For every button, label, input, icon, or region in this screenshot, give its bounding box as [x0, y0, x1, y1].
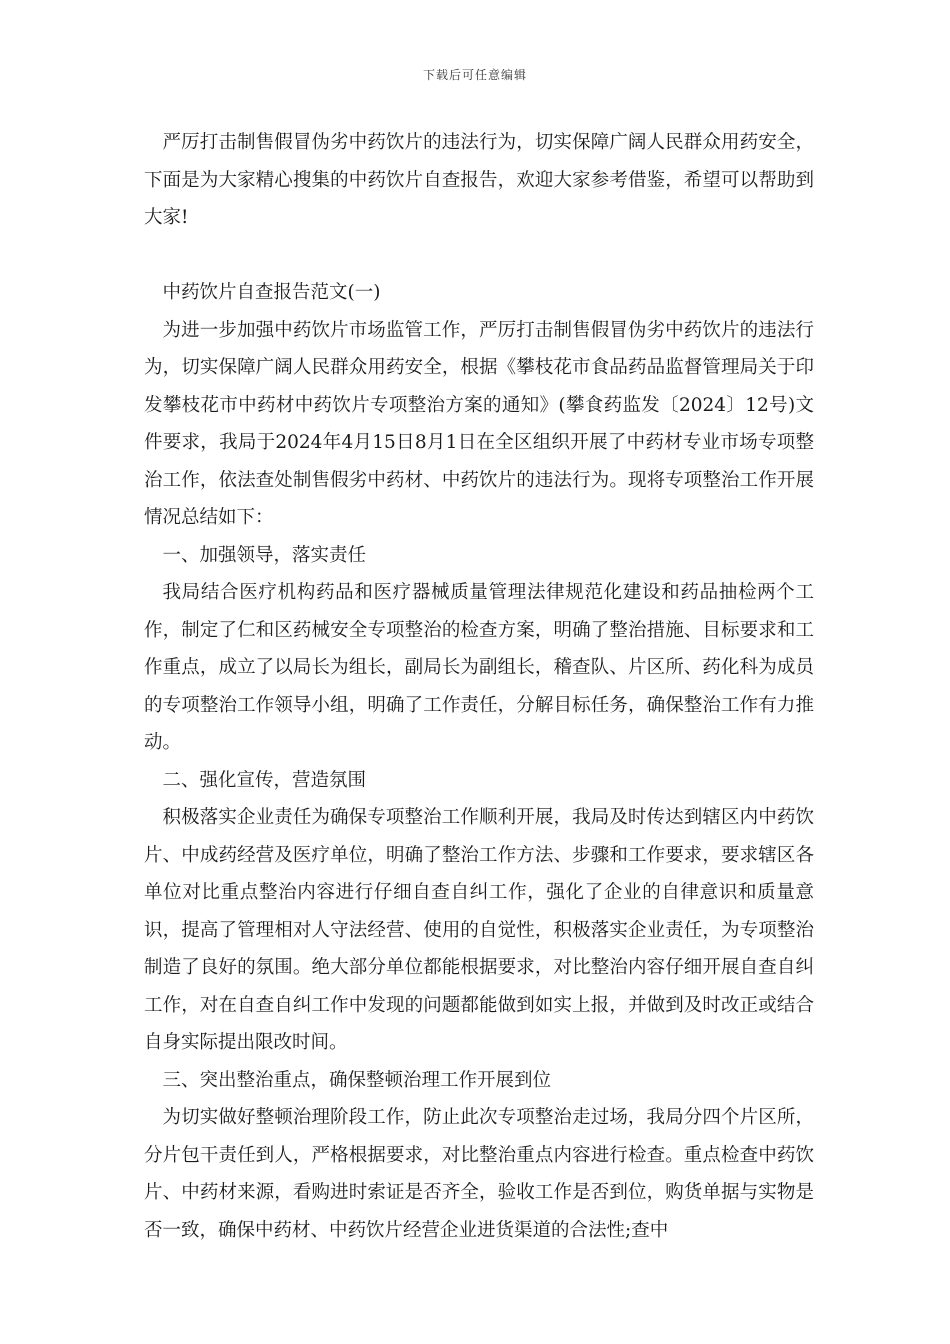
document-title: 中药饮片自查报告范文(一)	[162, 282, 381, 303]
section-2-body: 积极落实企业责任为确保专项整治工作顺利开展，我局及时传达到辖区内中药饮片、中成药经营及医疗单位，明确了整治工作方法、步骤和工作要求，要求辖区各单位对比重点整治内容进行仔细自查自纠工作，强化了企业的自律意识和质量意识，提高了管理相对人守法经营、使用的自觉性，积极落实企业责任，为专项整治制造了良好的氛围。绝大部分单位都能根据要求，对比整治内容仔细开展自查自纠工作，对在自查自纠工作中发现的问题都能做到如实上报，并做到及时改正或结合自身实际提出限改时间。	[144, 807, 814, 1053]
section-1-heading: 一、加强领导，落实责任	[162, 544, 367, 566]
page-header-note: 下载后可任意编辑	[422, 68, 527, 82]
section-1-body: 我局结合医疗机构药品和医疗器械质量管理法律规范化建设和药品抽检两个工作，制定了仁和区药械安全专项整治的检查方案，明确了整治措施、目标要求和工作重点，成立了以局长为组长，副局长为副组长，稽查队、片区所、药化科为成员的专项整治工作领导小组，明确了工作责任，分解目标任务，确保整治工作有力推动。	[144, 582, 814, 753]
section-3-heading: 三、突出整治重点，确保整顿治理工作开展到位	[162, 1069, 552, 1091]
section-2-heading: 二、强化宣传，营造氛围	[162, 769, 367, 791]
intro-paragraph: 严厉打击制售假冒伪劣中药饮片的违法行为，切实保障广阔人民群众用药安全，下面是为大家精心搜集的中药饮片自查报告，欢迎大家参考借鉴，希望可以帮助到大家!	[144, 132, 814, 228]
blank-line	[144, 237, 814, 275]
section-3-body: 为切实做好整顿治理阶段工作，防止此次专项整治走过场，我局分四个片区所，分片包干责任到人，严格根据要求，对比整治重点内容进行检查。重点检查中药饮片、中药材来源，看购进时索证是否齐全，验收工作是否到位，购货单据与实物是否一致，确保中药材、中药饮片经营企业进货渠道的合法性;查中	[144, 1107, 814, 1241]
document-body	[144, 124, 814, 1249]
paragraph-1: 为进一步加强中药饮片市场监管工作，严厉打击制售假冒伪劣中药饮片的违法行为，切实保障广阔人民群众用药安全，根据《攀枝花市食品药品监督管理局关于印发攀枝花市中药材中药饮片专项整治方案的通知》(攀食药监发〔2024〕12号)文件要求，我局于2024年4月15日8月1日在全区组织开展了中药材专业市场专项整治工作，依法查处制售假劣中药材、中药饮片的违法行为。现将专项整治工作开展情况总结如下：	[144, 319, 814, 528]
